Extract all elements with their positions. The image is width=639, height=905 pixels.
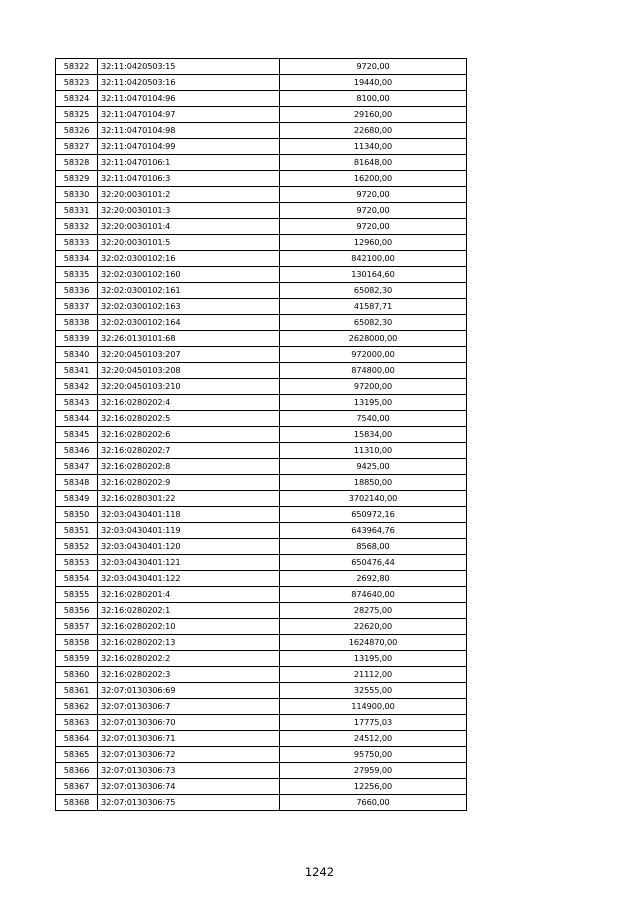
row-number-cell: 58344 xyxy=(56,411,98,427)
value-cell: 12256,00 xyxy=(280,779,467,795)
row-number-cell: 58323 xyxy=(56,75,98,91)
table-row xyxy=(56,427,467,443)
row-number-cell: 58366 xyxy=(56,763,98,779)
value-cell: 41587,71 xyxy=(280,299,467,315)
cadastral-number-cell: 32:03:0430401:121 xyxy=(98,555,280,571)
value-cell: 650476,44 xyxy=(280,555,467,571)
table-row xyxy=(56,699,467,715)
cadastral-number-cell: 32:11:0470104:97 xyxy=(98,107,280,123)
value-cell: 22680,00 xyxy=(280,123,467,139)
row-number-cell: 58358 xyxy=(56,635,98,651)
row-number-cell: 58326 xyxy=(56,123,98,139)
row-number-cell: 58348 xyxy=(56,475,98,491)
row-number-cell: 58356 xyxy=(56,603,98,619)
value-cell: 32555,00 xyxy=(280,683,467,699)
value-cell: 95750,00 xyxy=(280,747,467,763)
table-row xyxy=(56,283,467,299)
cadastral-number-cell: 32:16:0280202:2 xyxy=(98,651,280,667)
table-row xyxy=(56,171,467,187)
row-number-cell: 58335 xyxy=(56,267,98,283)
cadastral-number-cell: 32:16:0280301:22 xyxy=(98,491,280,507)
cadastral-number-cell: 32:20:0450103:210 xyxy=(98,379,280,395)
table-row xyxy=(56,139,467,155)
value-cell: 842100,00 xyxy=(280,251,467,267)
value-cell: 65082,30 xyxy=(280,315,467,331)
row-number-cell: 58364 xyxy=(56,731,98,747)
row-number-cell: 58333 xyxy=(56,235,98,251)
row-number-cell: 58340 xyxy=(56,347,98,363)
table-row xyxy=(56,91,467,107)
cadastral-number-cell: 32:16:0280202:3 xyxy=(98,667,280,683)
row-number-cell: 58334 xyxy=(56,251,98,267)
table-row xyxy=(56,731,467,747)
cadastral-number-cell: 32:16:0280202:7 xyxy=(98,443,280,459)
row-number-cell: 58353 xyxy=(56,555,98,571)
cadastral-number-cell: 32:16:0280202:6 xyxy=(98,427,280,443)
row-number-cell: 58367 xyxy=(56,779,98,795)
value-cell: 28275,00 xyxy=(280,603,467,619)
cadastral-number-cell: 32:07:0130306:75 xyxy=(98,795,280,811)
cadastral-number-cell: 32:20:0030101:5 xyxy=(98,235,280,251)
value-cell: 972000,00 xyxy=(280,347,467,363)
table-row xyxy=(56,747,467,763)
table-row xyxy=(56,779,467,795)
value-cell: 15834,00 xyxy=(280,427,467,443)
value-cell: 27959,00 xyxy=(280,763,467,779)
cadastral-number-cell: 32:11:0420503:15 xyxy=(98,59,280,75)
row-number-cell: 58360 xyxy=(56,667,98,683)
cadastral-number-cell: 32:16:0280202:1 xyxy=(98,603,280,619)
row-number-cell: 58337 xyxy=(56,299,98,315)
row-number-cell: 58368 xyxy=(56,795,98,811)
cadastral-number-cell: 32:07:0130306:7 xyxy=(98,699,280,715)
table-row xyxy=(56,347,467,363)
row-number-cell: 58330 xyxy=(56,187,98,203)
value-cell: 874640,00 xyxy=(280,587,467,603)
table-row xyxy=(56,443,467,459)
row-number-cell: 58327 xyxy=(56,139,98,155)
table-row xyxy=(56,619,467,635)
cadastral-number-cell: 32:11:0470104:99 xyxy=(98,139,280,155)
table-row xyxy=(56,123,467,139)
row-number-cell: 58346 xyxy=(56,443,98,459)
table-row xyxy=(56,315,467,331)
cadastral-number-cell: 32:02:0300102:161 xyxy=(98,283,280,299)
value-cell: 22620,00 xyxy=(280,619,467,635)
table-row xyxy=(56,219,467,235)
row-number-cell: 58363 xyxy=(56,715,98,731)
row-number-cell: 58328 xyxy=(56,155,98,171)
table-row xyxy=(56,507,467,523)
value-cell: 13195,00 xyxy=(280,651,467,667)
page-number: 1242 xyxy=(304,865,335,879)
value-cell: 12960,00 xyxy=(280,235,467,251)
cadastral-number-cell: 32:02:0300102:16 xyxy=(98,251,280,267)
cadastral-number-cell: 32:20:0450103:208 xyxy=(98,363,280,379)
value-cell: 16200,00 xyxy=(280,171,467,187)
cadastral-number-cell: 32:07:0130306:69 xyxy=(98,683,280,699)
cadastral-number-cell: 32:16:0280202:9 xyxy=(98,475,280,491)
row-number-cell: 58357 xyxy=(56,619,98,635)
value-cell: 2628000,00 xyxy=(280,331,467,347)
cadastral-number-cell: 32:16:0280202:5 xyxy=(98,411,280,427)
table-row xyxy=(56,523,467,539)
value-cell: 29160,00 xyxy=(280,107,467,123)
value-cell: 650972,16 xyxy=(280,507,467,523)
row-number-cell: 58322 xyxy=(56,59,98,75)
cadastral-number-cell: 32:16:0280201:4 xyxy=(98,587,280,603)
row-number-cell: 58361 xyxy=(56,683,98,699)
value-cell: 81648,00 xyxy=(280,155,467,171)
cadastral-number-cell: 32:11:0470104:98 xyxy=(98,123,280,139)
value-cell: 9720,00 xyxy=(280,203,467,219)
table-row xyxy=(56,331,467,347)
cadastral-number-cell: 32:07:0130306:73 xyxy=(98,763,280,779)
row-number-cell: 58345 xyxy=(56,427,98,443)
table-row xyxy=(56,235,467,251)
value-cell: 9425,00 xyxy=(280,459,467,475)
value-cell: 8100,00 xyxy=(280,91,467,107)
cadastral-number-cell: 32:11:0420503:16 xyxy=(98,75,280,91)
value-cell: 9720,00 xyxy=(280,187,467,203)
table-row xyxy=(56,603,467,619)
value-cell: 13195,00 xyxy=(280,395,467,411)
cadastral-number-cell: 32:07:0130306:70 xyxy=(98,715,280,731)
cadastral-number-cell: 32:07:0130306:71 xyxy=(98,731,280,747)
table-row xyxy=(56,187,467,203)
value-cell: 11310,00 xyxy=(280,443,467,459)
table-body xyxy=(56,59,467,811)
table-row xyxy=(56,635,467,651)
row-number-cell: 58332 xyxy=(56,219,98,235)
row-number-cell: 58352 xyxy=(56,539,98,555)
row-number-cell: 58359 xyxy=(56,651,98,667)
row-number-cell: 58324 xyxy=(56,91,98,107)
cadastral-number-cell: 32:16:0280202:13 xyxy=(98,635,280,651)
table-row xyxy=(56,155,467,171)
value-cell: 7540,00 xyxy=(280,411,467,427)
cadastral-number-cell: 32:20:0450103:207 xyxy=(98,347,280,363)
table-row xyxy=(56,75,467,91)
cadastral-value-table xyxy=(55,58,467,811)
value-cell: 130164,60 xyxy=(280,267,467,283)
table-row xyxy=(56,667,467,683)
cadastral-number-cell: 32:03:0430401:118 xyxy=(98,507,280,523)
value-cell: 65082,30 xyxy=(280,283,467,299)
table-row xyxy=(56,459,467,475)
row-number-cell: 58342 xyxy=(56,379,98,395)
value-cell: 24512,00 xyxy=(280,731,467,747)
value-cell: 7660,00 xyxy=(280,795,467,811)
table-row xyxy=(56,299,467,315)
row-number-cell: 58362 xyxy=(56,699,98,715)
table-row xyxy=(56,555,467,571)
value-cell: 3702140,00 xyxy=(280,491,467,507)
cadastral-number-cell: 32:02:0300102:160 xyxy=(98,267,280,283)
row-number-cell: 58339 xyxy=(56,331,98,347)
value-cell: 19440,00 xyxy=(280,75,467,91)
table-row xyxy=(56,411,467,427)
row-number-cell: 58351 xyxy=(56,523,98,539)
table-row xyxy=(56,651,467,667)
cadastral-number-cell: 32:07:0130306:74 xyxy=(98,779,280,795)
cadastral-number-cell: 32:11:0470104:96 xyxy=(98,91,280,107)
table-row xyxy=(56,715,467,731)
cadastral-number-cell: 32:03:0430401:119 xyxy=(98,523,280,539)
row-number-cell: 58331 xyxy=(56,203,98,219)
table-row xyxy=(56,587,467,603)
cadastral-number-cell: 32:02:0300102:164 xyxy=(98,315,280,331)
row-number-cell: 58365 xyxy=(56,747,98,763)
table-row xyxy=(56,763,467,779)
row-number-cell: 58354 xyxy=(56,571,98,587)
row-number-cell: 58350 xyxy=(56,507,98,523)
value-cell: 9720,00 xyxy=(280,59,467,75)
table-row xyxy=(56,475,467,491)
value-cell: 17775,03 xyxy=(280,715,467,731)
table-row xyxy=(56,267,467,283)
table-row xyxy=(56,683,467,699)
row-number-cell: 58336 xyxy=(56,283,98,299)
value-cell: 97200,00 xyxy=(280,379,467,395)
table-row xyxy=(56,363,467,379)
value-cell: 9720,00 xyxy=(280,219,467,235)
cadastral-number-cell: 32:03:0430401:122 xyxy=(98,571,280,587)
cadastral-number-cell: 32:07:0130306:72 xyxy=(98,747,280,763)
cadastral-number-cell: 32:20:0030101:3 xyxy=(98,203,280,219)
table-row xyxy=(56,795,467,811)
cadastral-number-cell: 32:20:0030101:2 xyxy=(98,187,280,203)
table-row xyxy=(56,571,467,587)
table-row xyxy=(56,251,467,267)
cadastral-number-cell: 32:16:0280202:10 xyxy=(98,619,280,635)
row-number-cell: 58338 xyxy=(56,315,98,331)
row-number-cell: 58329 xyxy=(56,171,98,187)
table-row xyxy=(56,59,467,75)
table-row xyxy=(56,203,467,219)
value-cell: 874800,00 xyxy=(280,363,467,379)
value-cell: 643964,76 xyxy=(280,523,467,539)
row-number-cell: 58325 xyxy=(56,107,98,123)
table-row xyxy=(56,107,467,123)
value-cell: 18850,00 xyxy=(280,475,467,491)
row-number-cell: 58347 xyxy=(56,459,98,475)
cadastral-number-cell: 32:11:0470106:1 xyxy=(98,155,280,171)
value-cell: 11340,00 xyxy=(280,139,467,155)
value-cell: 1624870,00 xyxy=(280,635,467,651)
value-cell: 114900,00 xyxy=(280,699,467,715)
cadastral-number-cell: 32:16:0280202:4 xyxy=(98,395,280,411)
value-cell: 2692,80 xyxy=(280,571,467,587)
value-cell: 21112,00 xyxy=(280,667,467,683)
row-number-cell: 58355 xyxy=(56,587,98,603)
cadastral-number-cell: 32:11:0470106:3 xyxy=(98,171,280,187)
row-number-cell: 58349 xyxy=(56,491,98,507)
cadastral-number-cell: 32:16:0280202:8 xyxy=(98,459,280,475)
row-number-cell: 58343 xyxy=(56,395,98,411)
cadastral-number-cell: 32:02:0300102:163 xyxy=(98,299,280,315)
table-row xyxy=(56,395,467,411)
cadastral-number-cell: 32:26:0130101:68 xyxy=(98,331,280,347)
table-row xyxy=(56,379,467,395)
cadastral-number-cell: 32:20:0030101:4 xyxy=(98,219,280,235)
table-row xyxy=(56,491,467,507)
cadastral-number-cell: 32:03:0430401:120 xyxy=(98,539,280,555)
row-number-cell: 58341 xyxy=(56,363,98,379)
value-cell: 8568,00 xyxy=(280,539,467,555)
table-row xyxy=(56,539,467,555)
